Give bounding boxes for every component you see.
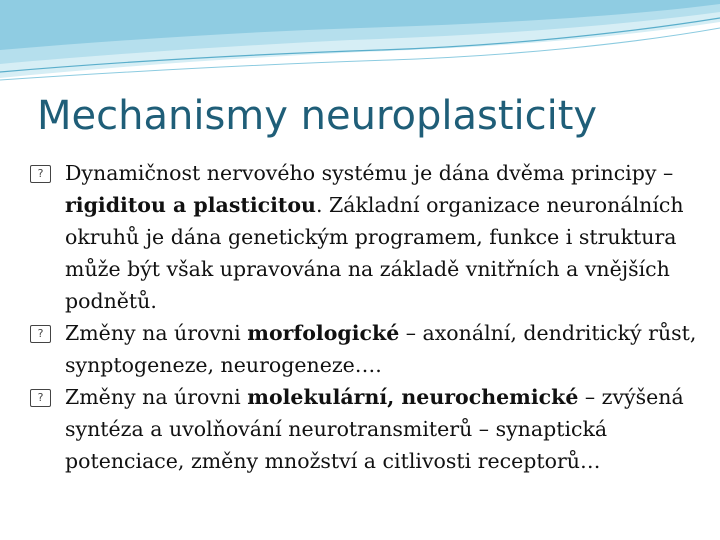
bullet-emphasis: rigiditou a plasticitou — [65, 193, 316, 217]
header-wave-decoration — [0, 0, 720, 90]
bullet-text: – axonální, dendritický růst, synptogeneze, neurogeneze…. — [65, 321, 697, 377]
bullet-emphasis: morfologické — [247, 321, 400, 345]
bullet-text: Změny na úrovni — [65, 321, 248, 345]
bullet-text: – zvýšená syntéza a uvolňování neurotransmiterů – synaptická potenciace, změny množství a citlivosti receptorů… — [65, 385, 684, 473]
bullet-item — [30, 157, 700, 317]
bullet-item — [30, 317, 700, 381]
missing-glyph-icon — [30, 325, 51, 343]
bullet-list — [30, 157, 700, 477]
bullet-text: . Základní organizace neuronálních okruhů je dána genetickým programem, funkce i struktura může být však upravována na základě vnitřních a vnějších podnětů. — [65, 193, 684, 313]
bullet-text: Dynamičnost nervového systému je dána dvěma principy – — [65, 161, 674, 185]
missing-glyph-icon — [30, 165, 51, 183]
slide-title: Mechanismy neuroplasticity — [37, 93, 598, 139]
missing-glyph-icon — [30, 389, 51, 407]
bullet-emphasis: molekulární, neurochemické — [247, 385, 579, 409]
bullet-item — [30, 381, 700, 477]
bullet-text: Změny na úrovni — [65, 385, 248, 409]
